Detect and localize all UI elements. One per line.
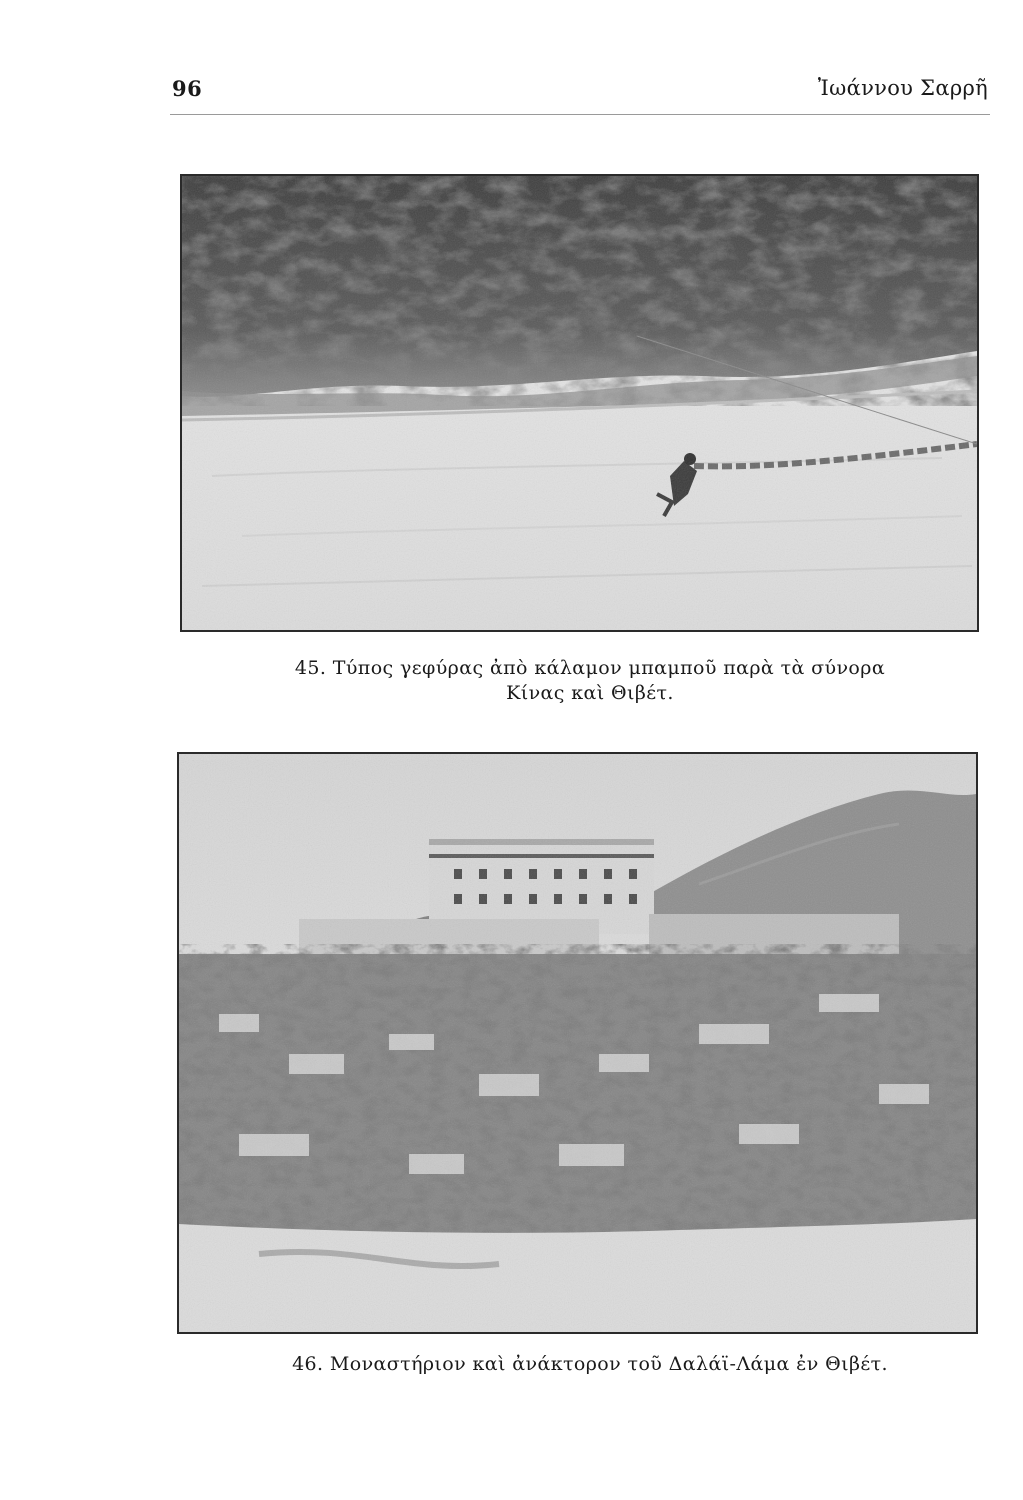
river-crossing-photo [180, 174, 979, 632]
caption-line: 46. Μοναστήριον καὶ ἀνάκτορον τοῦ Δαλάϊ-Λάμα ἐν Θιβέτ. [292, 1353, 888, 1375]
monastery-palace-illustration [179, 754, 976, 1332]
page-header [170, 76, 990, 115]
running-head: Ἰωάννου Σαρρῆ [817, 76, 988, 100]
river-crossing-illustration [182, 176, 977, 630]
monastery-palace-photo [177, 752, 978, 1334]
caption-line: Κίνας καὶ Θιβέτ. [506, 682, 674, 704]
figure-46-caption [200, 1352, 980, 1377]
page-number: 96 [172, 76, 203, 101]
caption-line: 45. Τύπος γεφύρας ἀπὸ κάλαμον μπαμποῦ παρὰ τὰ σύνορα [294, 657, 886, 679]
figure-45-caption [230, 656, 950, 706]
